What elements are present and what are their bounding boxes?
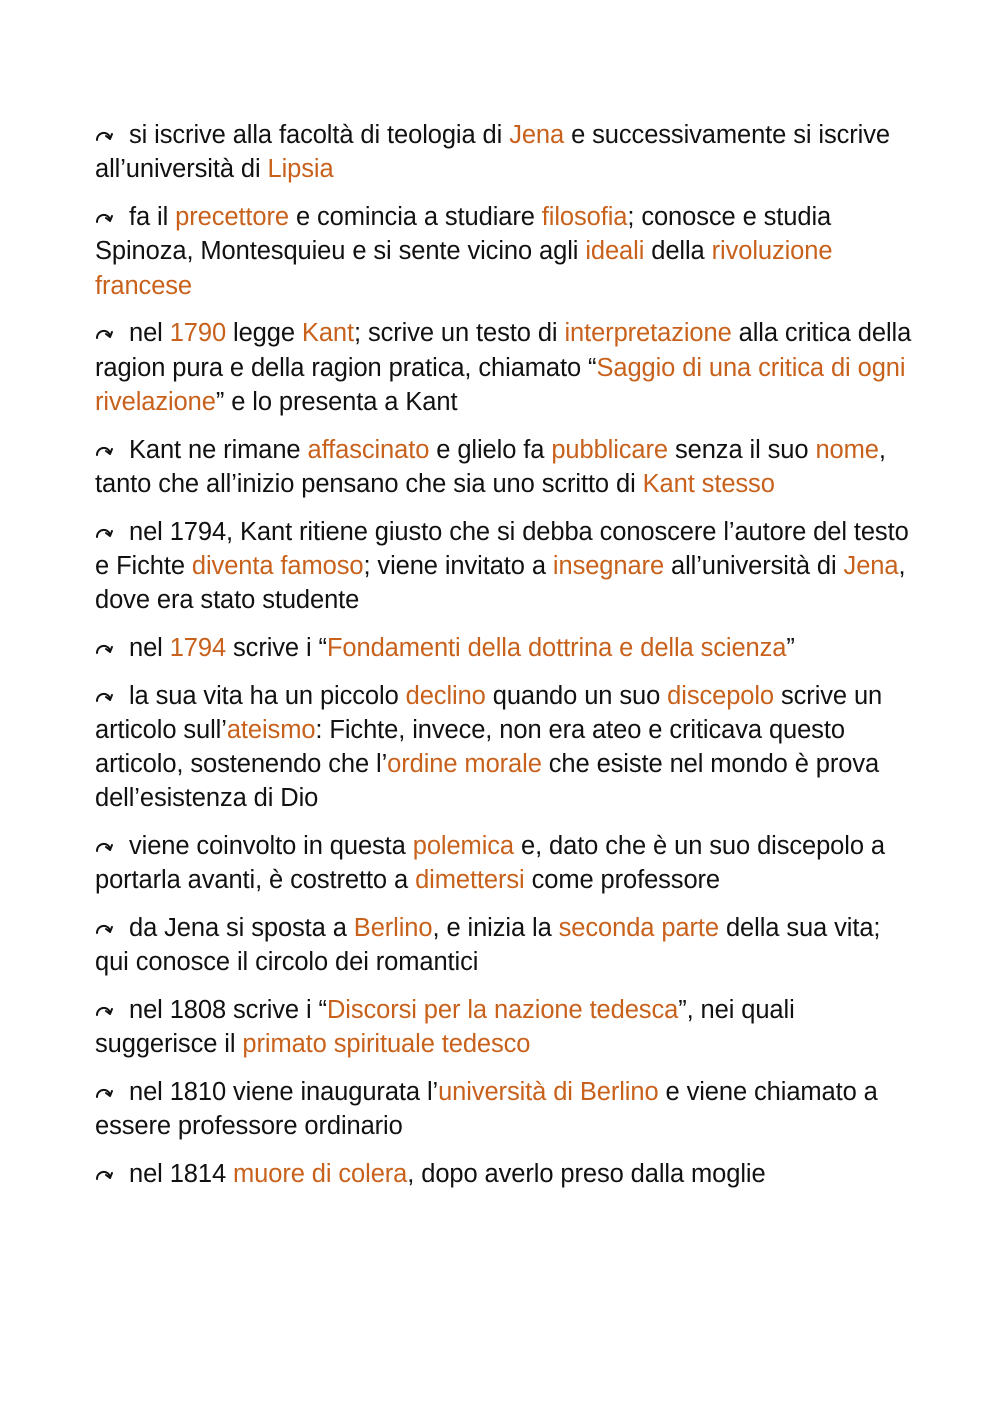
clockwise-arrow-icon — [95, 200, 113, 234]
highlighted-term: insegnare — [552, 551, 665, 580]
entry-text: e, dato che è un suo discepolo a portarla avanti, è costretto a — [95, 832, 885, 895]
highlighted-term: precettore — [175, 202, 289, 231]
entry-text: nel 1808 scrive i “ — [122, 996, 327, 1025]
highlighted-term: 1794 — [169, 633, 227, 662]
entry-text: scrive i “ — [226, 633, 327, 662]
entry-text: si iscrive alla facoltà di teologia di — [122, 121, 510, 149]
list-item — [95, 515, 915, 618]
highlighted-term: ordine morale — [387, 750, 542, 779]
list-item — [95, 433, 915, 502]
highlighted-term: ateismo — [226, 715, 316, 744]
highlighted-term: polemica — [412, 832, 514, 861]
highlighted-term: Fondamenti della dottrina e della scienza — [326, 633, 787, 662]
entry-text: nel — [122, 633, 170, 662]
entry-text: e successivamente si iscrive all’università di — [95, 121, 890, 184]
entry-text: ”, nei quali suggerisce il — [95, 996, 795, 1059]
highlighted-term: 1790 — [169, 319, 227, 348]
list-item — [95, 200, 915, 303]
entry-text: , dove era stato studente — [95, 551, 906, 615]
entry-text: ” — [786, 633, 795, 662]
highlighted-term: seconda parte — [558, 914, 719, 943]
highlighted-term: ideali — [585, 237, 645, 266]
entry-text: della sua vita; qui conosce il circolo dei romantici — [95, 914, 881, 977]
entry-text: scrive un articolo sull’ — [95, 681, 883, 744]
highlighted-term: dimettersi — [415, 866, 525, 895]
list-item — [95, 1075, 915, 1144]
entry-text: nel 1794, Kant ritiene giusto che si debba conoscere l’autore del testo e Fichte — [95, 517, 909, 580]
highlighted-term: pubblicare — [551, 435, 668, 464]
entry-text: legge — [226, 319, 302, 348]
highlighted-term: Saggio di una critica di ogni rivelazione — [95, 353, 906, 416]
list-item — [95, 631, 915, 665]
clockwise-arrow-icon — [95, 433, 113, 467]
clockwise-arrow-icon — [95, 679, 113, 713]
list-item — [95, 911, 915, 980]
entry-text: ; scrive un testo di — [353, 319, 565, 348]
highlighted-term: diventa famoso — [191, 551, 364, 580]
entry-text: ” e lo presenta a Kant — [215, 387, 458, 416]
entry-text: nel 1810 viene inaugurata l’ — [122, 1078, 439, 1107]
list-item — [95, 829, 915, 898]
highlighted-term: discepolo — [667, 681, 775, 710]
highlighted-term: affascinato — [307, 435, 430, 464]
entry-text: viene coinvolto in questa — [122, 832, 413, 861]
entry-text: Kant ne rimane — [122, 435, 308, 464]
clockwise-arrow-icon — [95, 1075, 113, 1109]
list-item — [95, 993, 915, 1062]
entry-text: la sua vita ha un piccolo — [122, 681, 406, 710]
clockwise-arrow-icon — [95, 829, 113, 863]
list-item — [95, 316, 915, 419]
list-item — [95, 1157, 915, 1191]
entry-text: senza il suo — [668, 435, 816, 464]
highlighted-term: Discorsi per la nazione tedesca — [326, 996, 679, 1025]
entry-text: e viene chiamato a essere professore ordinario — [95, 1078, 878, 1141]
highlighted-term: università di Berlino — [438, 1078, 659, 1107]
clockwise-arrow-icon — [95, 993, 113, 1027]
entry-text: , e inizia la — [432, 914, 559, 943]
highlighted-term: Kant — [301, 319, 354, 348]
entry-text: che esiste nel mondo è prova dell’esistenza di Dio — [95, 750, 880, 813]
list-item — [95, 679, 915, 816]
biography-list — [95, 118, 915, 1191]
entry-text: fa il — [122, 202, 176, 231]
entry-text: : Fichte, invece, non era ateo e criticava questo articolo, sostenendo che l’ — [95, 715, 845, 779]
highlighted-term: declino — [405, 681, 486, 710]
entry-text: nel — [122, 319, 170, 348]
highlighted-term: Jena — [509, 121, 565, 149]
entry-text: da Jena si sposta a — [122, 914, 354, 943]
entry-text: all’università di — [664, 551, 844, 580]
clockwise-arrow-icon — [95, 911, 113, 945]
clockwise-arrow-icon — [95, 515, 113, 549]
clockwise-arrow-icon — [95, 1157, 113, 1191]
clockwise-arrow-icon — [95, 316, 113, 350]
entry-text: e glielo fa — [429, 435, 552, 464]
highlighted-term: nome — [815, 435, 879, 464]
entry-text: quando un suo — [485, 681, 668, 710]
highlighted-term: Berlino — [353, 914, 433, 943]
list-item — [95, 118, 915, 187]
clockwise-arrow-icon — [95, 631, 113, 665]
entry-text: nel 1814 — [122, 1160, 234, 1189]
entry-text: della — [644, 237, 712, 266]
highlighted-term: muore di colera — [233, 1160, 408, 1189]
entry-text: alla critica della ragion pura e della ragion pratica, chiamato “ — [95, 319, 912, 382]
document-page — [95, 118, 915, 1205]
highlighted-term: Jena — [843, 551, 899, 580]
entry-text: come professore — [524, 866, 721, 895]
entry-text: ; viene invitato a — [363, 551, 553, 580]
clockwise-arrow-icon — [95, 118, 113, 152]
entry-text: , dopo averlo preso dalla moglie — [407, 1160, 766, 1189]
highlighted-term: Lipsia — [267, 155, 334, 184]
highlighted-term: interpretazione — [564, 319, 732, 348]
entry-text: , tanto che all’inizio pensano che sia uno scritto di — [95, 435, 886, 498]
entry-text: e comincia a studiare — [288, 202, 542, 231]
highlighted-term: Kant stesso — [642, 469, 775, 498]
highlighted-term: primato spirituale tedesco — [242, 1030, 531, 1059]
entry-text: ; conosce e studia Spinoza, Montesquieu e si sente vicino agli — [95, 202, 832, 266]
highlighted-term: filosofia — [541, 202, 628, 231]
highlighted-term: rivoluzione francese — [95, 237, 833, 300]
